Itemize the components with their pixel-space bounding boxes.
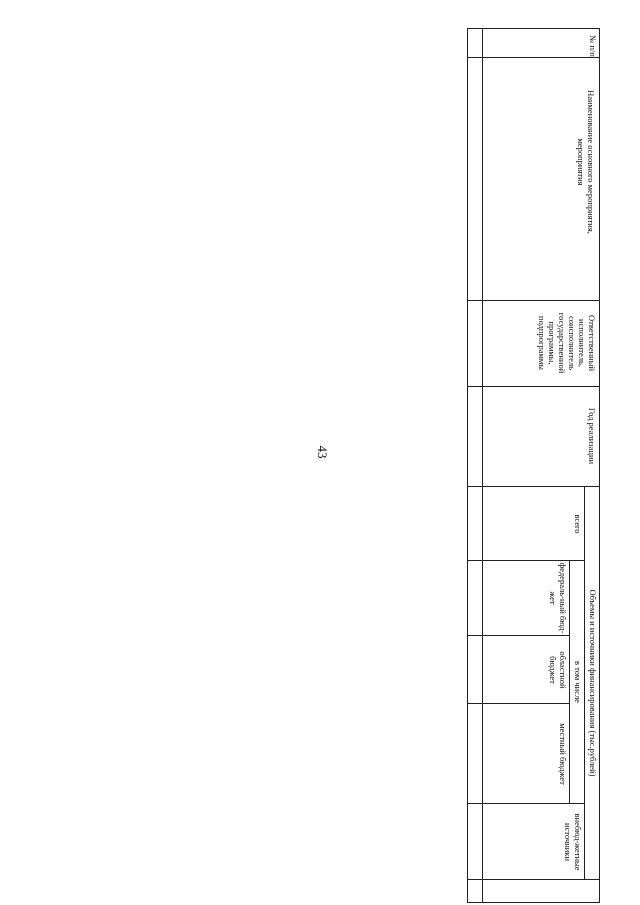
table-rule — [584, 486, 585, 879]
table-rule — [482, 28, 483, 903]
table-rule — [468, 902, 600, 903]
table-rule — [468, 28, 600, 29]
budget-table — [40, 28, 600, 903]
table-rule — [569, 560, 570, 803]
hdr-funding: Объемы и источники финансирования (тыс.рублей) — [588, 589, 598, 777]
hdr-name: Наименование основного мероприятия, мероприятия — [576, 90, 596, 234]
table-rule — [468, 879, 600, 880]
table-rule — [468, 703, 570, 704]
hdr-regional: областной бюджет — [548, 651, 568, 689]
hdr-number: № п/п — [588, 35, 598, 57]
table-rule — [468, 57, 600, 58]
page-number: 43 — [315, 445, 330, 459]
hdr-local: местный бюджет — [558, 723, 568, 785]
table-rule — [599, 28, 600, 903]
table-rule — [468, 635, 570, 636]
table-rule — [468, 300, 600, 301]
hdr-year: Год реализации — [587, 407, 597, 465]
hdr-total: всего — [573, 514, 583, 534]
hdr-extra: внебюд-жетные источники — [563, 813, 583, 871]
table-rule — [468, 386, 600, 387]
hdr-incl: в том числе — [573, 661, 583, 703]
table-rule — [468, 560, 585, 561]
table-rule — [468, 803, 585, 804]
hdr-federal: федераль-ный бюд-жет — [548, 562, 568, 634]
table-rule — [468, 486, 600, 487]
hdr-executor: Ответственный исполнитель, соисполнитель государственной программы, подпрограммы — [537, 312, 597, 374]
table-rule — [467, 28, 468, 903]
